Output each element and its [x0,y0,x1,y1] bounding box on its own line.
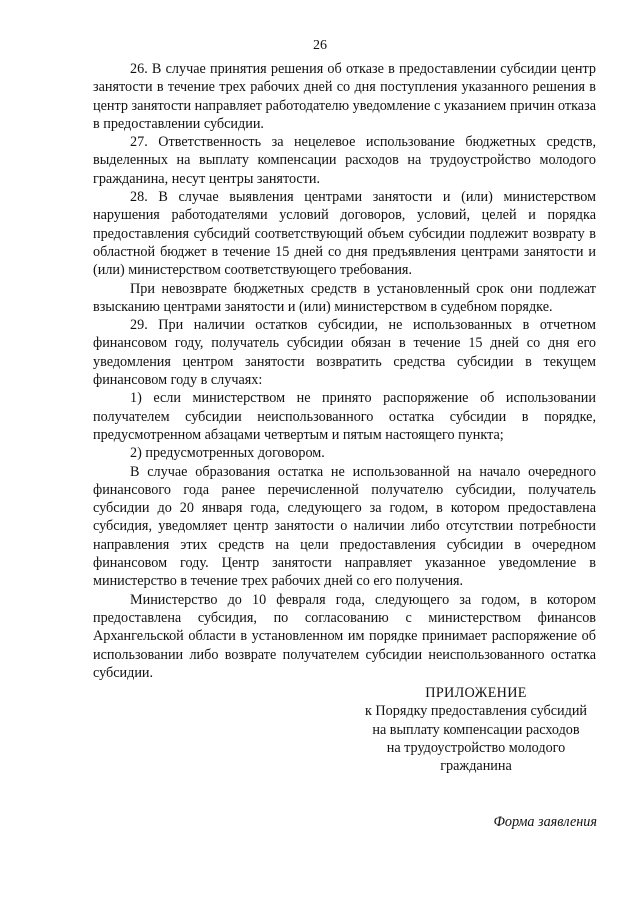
paragraph-29: 29. При наличии остатков субсидии, не использованных в отчетном финансовом году, получатель субсидии обязан в течение 15 дней со дня его уведомления центром занятости возвратить средства субсидии в текущем финансовом году в случаях: [93,317,596,389]
paragraph-28-nonreturn: При невозврате бюджетных средств в установленный срок они подлежат взысканию центрами занятости и (или) министерством в судебном порядке. [93,280,596,315]
form-label: Форма заявления [493,814,597,830]
appendix-title: ПРИЛОЖЕНИЕ [425,685,527,701]
paragraph-29-case-1: 1) если министерством не принято распоряжение об использовании получателем субсидии неиспользованного остатка субсидии в порядке, предусмотренном абзацами четвертым и пятым настоящего пункта; [93,390,596,443]
appendix-line: гражданина [440,758,512,775]
appendix-block [352,684,600,775]
appendix-line: к Порядку предоставления субсидий [364,703,588,720]
paragraph-26: 26. В случае принятия решения об отказе в предоставлении субсидии центр занятости в течение трех рабочих дней со дня поступления указанного решения в центр занятости направляет работодателю уведомление с указанием причин отказа в предоставлении субсидии. [93,61,596,132]
appendix-line: на выплату компенсации расходов [372,721,580,738]
paragraph-29-ministry: Министерство до 10 февраля года, следующего за годом, в котором предоставлена субсидия, по согласованию с министерством финансов Архангельской области в установленном им порядке принимает распоряжение об использовании либо возврате получателем субсидии неиспользованного остатка субсидии. [93,591,596,681]
paragraph-27: 27. Ответственность за нецелевое использование бюджетных средств, выделенных на выплату компенсации расходов на трудоустройство молодого гражданина, несут центры занятости. [93,134,596,187]
paragraph-29-balance: В случае образования остатка не использованной на начало очередного финансового года ранее перечисленной получателю субсидии, получатель субсидии до 20 января года, следующего за годом, в котором предоставлена субсидия, уведомляет центр занятости о наличии либо отсутствии потребности направления этих средств на цели предоставления субсидии в очередном финансовом году. Центр занятости направляет указанное уведомление в министерство в течение трех рабочих дней со его получения. [93,463,596,590]
document-body [93,60,596,682]
page-number: 26 [313,38,327,53]
paragraph-29-case-2: 2) предусмотренных договором. [130,445,325,462]
appendix-line: на трудоустройство молодого [386,739,566,756]
paragraph-28: 28. В случае выявления центрами занятости и (или) министерством нарушения работодателями условий договоров, условий, целей и порядка предоставления субсидий соответствующий объем субсидии подлежит возврату в областной бюджет в течение 15 дней со дня предъявления центрами занятости и (или) министерством соответствующего требования. [93,189,596,279]
